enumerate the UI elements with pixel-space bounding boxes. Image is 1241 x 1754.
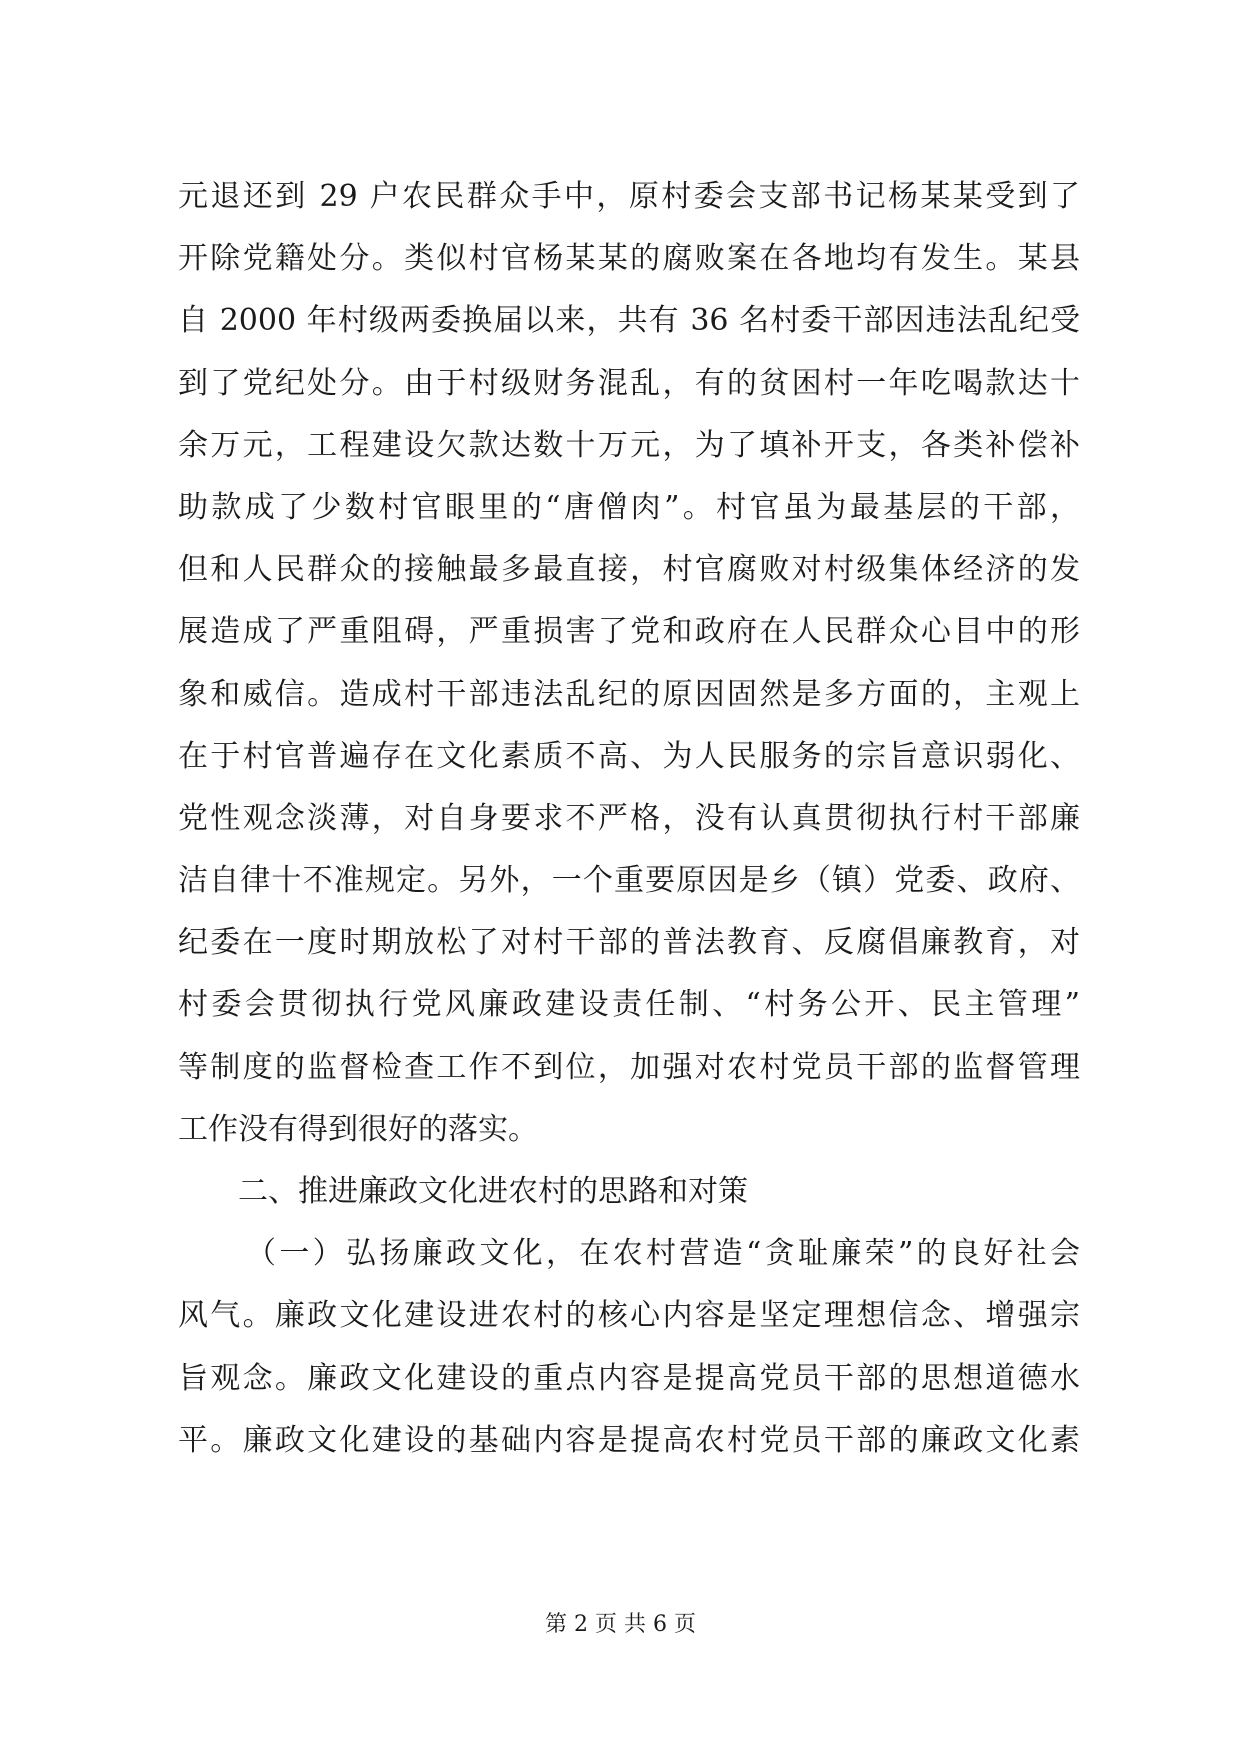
document-body xyxy=(178,166,1080,1472)
page-number-footer: 第 2 页 共 6 页 xyxy=(545,1612,696,1637)
text-line: 展造成了严重阻碍，严重损害了党和政府在人民群众心目中的形 xyxy=(178,614,1080,650)
text-line: 余万元，工程建设欠款达数十万元，为了填补开支，各类补偿补 xyxy=(178,427,1080,463)
paragraph-end-line: 工作没有得到很好的落实。 xyxy=(178,1111,538,1147)
text-line: 但和人民群众的接触最多最直接，村官腐败对村级集体经济的发 xyxy=(178,552,1080,588)
section-heading: 二、推进廉政文化进农村的思路和对策 xyxy=(238,1174,748,1209)
text-line: 元退还到 29 户农民群众手中，原村委会支部书记杨某某受到了 xyxy=(178,179,1080,214)
text-line: 党性观念淡薄，对自身要求不严格，没有认真贯彻执行村干部廉 xyxy=(178,800,1080,836)
text-line: 纪委在一度时期放松了对村干部的普法教育、反腐倡廉教育，对 xyxy=(178,925,1080,961)
text-line: 等制度的监督检查工作不到位，加强对农村党员干部的监督管理 xyxy=(178,1049,1080,1085)
text-line: 到了党纪处分。由于村级财务混乱，有的贫困村一年吃喝款达十 xyxy=(178,365,1080,401)
text-line: 开除党籍处分。类似村官杨某某的腐败案在各地均有发生。某县 xyxy=(178,241,1080,277)
text-line: 自 2000 年村级两委换届以来，共有 36 名村委干部因违法乱纪受 xyxy=(178,303,1080,339)
text-line: 象和威信。造成村干部违法乱纪的原因固然是多方面的，主观上 xyxy=(178,676,1080,712)
subsection-heading-line: （一）弘扬廉政文化，在农村营造“贪耻廉荣”的良好社会 xyxy=(246,1236,1080,1272)
text-line: 助款成了少数村官眼里的“唐僧肉”。村官虽为最基层的干部， xyxy=(178,489,1080,525)
text-line: 旨观念。廉政文化建设的重点内容是提高党员干部的思想道德水 xyxy=(178,1360,1080,1396)
text-line: 村委会贯彻执行党风廉政建设责任制、“村务公开、民主管理” xyxy=(178,987,1080,1023)
text-line: 风气。廉政文化建设进农村的核心内容是坚定理想信念、增强宗 xyxy=(178,1298,1080,1334)
text-line: 平。廉政文化建设的基础内容是提高农村党员干部的廉政文化素 xyxy=(178,1422,1080,1458)
text-line: 在于村官普遍存在文化素质不高、为人民服务的宗旨意识弱化、 xyxy=(178,738,1080,774)
text-line: 洁自律十不准规定。另外，一个重要原因是乡（镇）党委、政府、 xyxy=(178,863,1080,899)
